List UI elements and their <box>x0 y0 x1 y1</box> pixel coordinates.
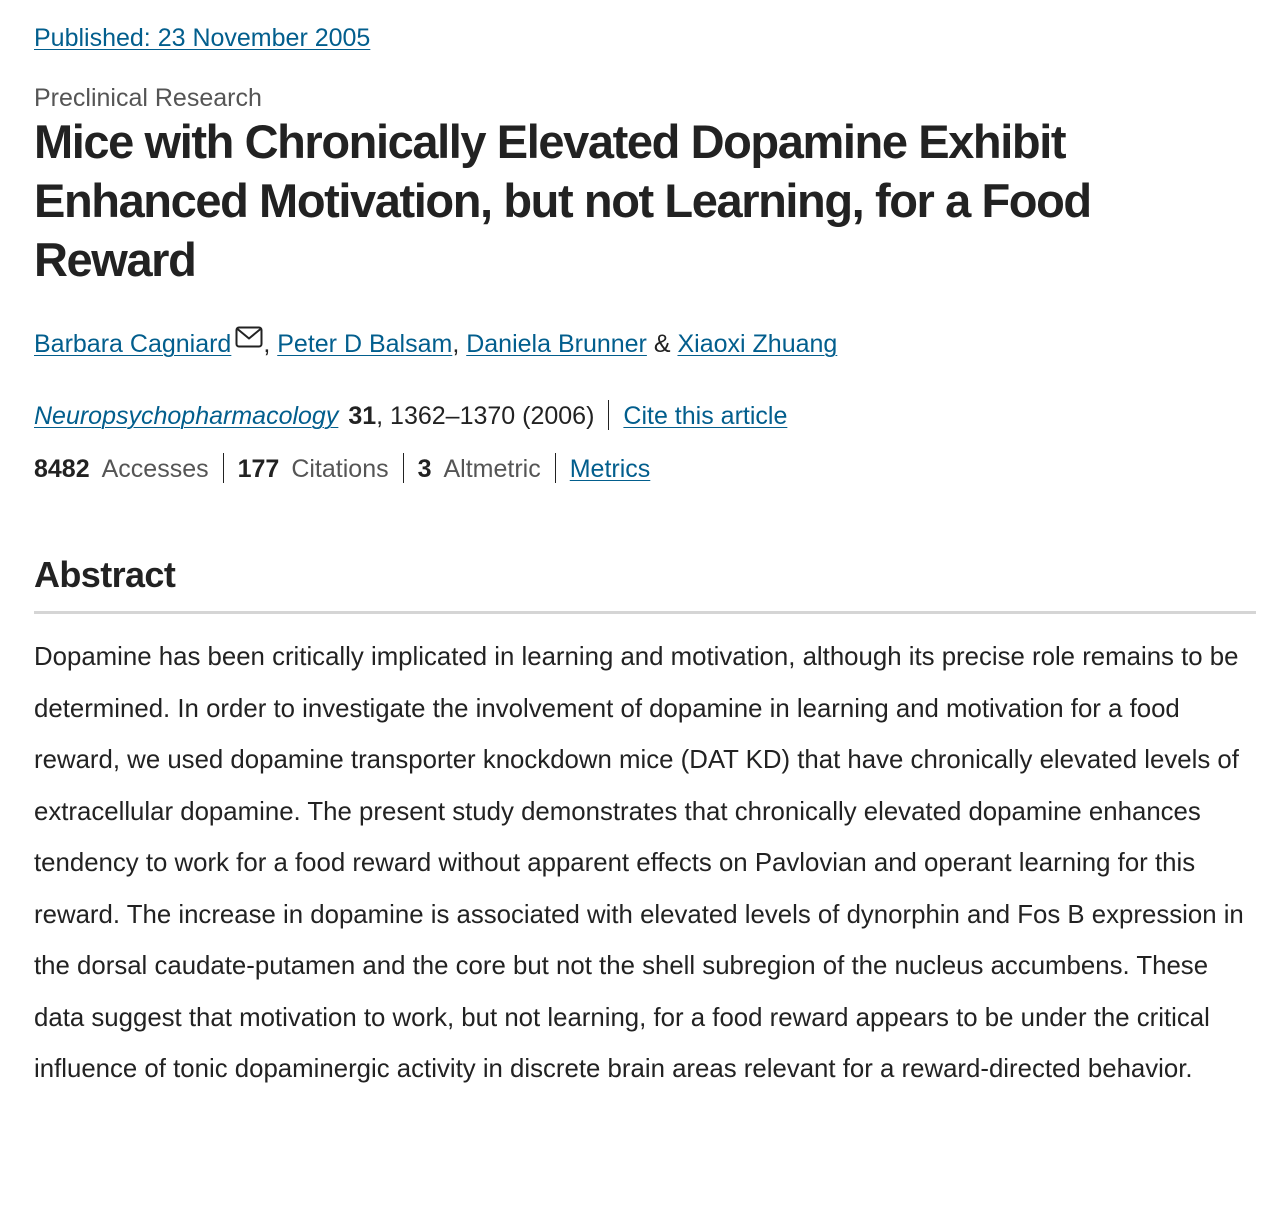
author-separator: , <box>452 330 460 358</box>
divider <box>608 400 609 430</box>
article-title: Mice with Chronically Elevated Dopamine Exhibit Enhanced Motivation, but not Learning, for a Food Reward <box>34 115 1091 286</box>
citations-label: Citations <box>291 455 389 483</box>
article-type-label: Preclinical Research <box>34 84 262 112</box>
author-separator: , <box>263 330 271 358</box>
author-separator: & <box>653 330 671 358</box>
volume-number: 31 <box>348 402 377 430</box>
author-link-xiaoxi-zhuang[interactable]: Xiaoxi Zhuang <box>677 330 838 358</box>
accesses-count: 8482 <box>34 455 90 483</box>
pages-year: , 1362–1370 (2006) <box>376 402 595 430</box>
citation-line <box>34 399 787 433</box>
metrics-link[interactable]: Metrics <box>569 455 651 483</box>
author-link-peter-d-balsam[interactable]: Peter D Balsam <box>277 330 453 358</box>
cite-this-article-link[interactable]: Cite this article <box>623 402 788 430</box>
mail-icon[interactable] <box>235 326 263 348</box>
abstract-body: Dopamine has been critically implicated in learning and motivation, although its precise role remains to be determined. In order to investigate the involvement of dopamine in learning and motivation for a food reward, we used dopamine transporter knockdown mice (DAT KD) that have chronically elevated levels of extracellular dopamine. The present study demonstrates that chronically elevated dopamine enhances tendency to work for a food reward without apparent effects on Pavlovian and operant learning for this reward. The increase in dopamine is associated with elevated levels of dynorphin and Fos B expression in the dorsal caudate-putamen and the core but not the shell subregion of the nucleus accumbens. These data suggest that motivation to work, but not learning, for a food reward appears to be under the critical influence of tonic dopaminergic activity in discrete brain areas relevant for a reward-directed behavior. <box>34 643 1244 1083</box>
divider <box>403 453 404 483</box>
altmetric-label: Altmetric <box>443 455 541 483</box>
author-list <box>34 326 837 361</box>
divider <box>223 453 224 483</box>
journal-link[interactable]: Neuropsychopharmacology <box>34 402 339 430</box>
metrics-bar <box>34 452 650 486</box>
abstract-divider <box>34 611 1256 614</box>
divider <box>555 453 556 483</box>
accesses-label: Accesses <box>101 455 209 483</box>
citations-count: 177 <box>237 455 280 483</box>
altmetric-count: 3 <box>417 455 432 483</box>
author-link-daniela-brunner[interactable]: Daniela Brunner <box>466 330 647 358</box>
published-date-link[interactable]: Published: 23 November 2005 <box>34 24 371 52</box>
author-link-barbara-cagniard[interactable]: Barbara Cagniard <box>34 330 232 358</box>
abstract-heading: Abstract <box>34 554 176 595</box>
